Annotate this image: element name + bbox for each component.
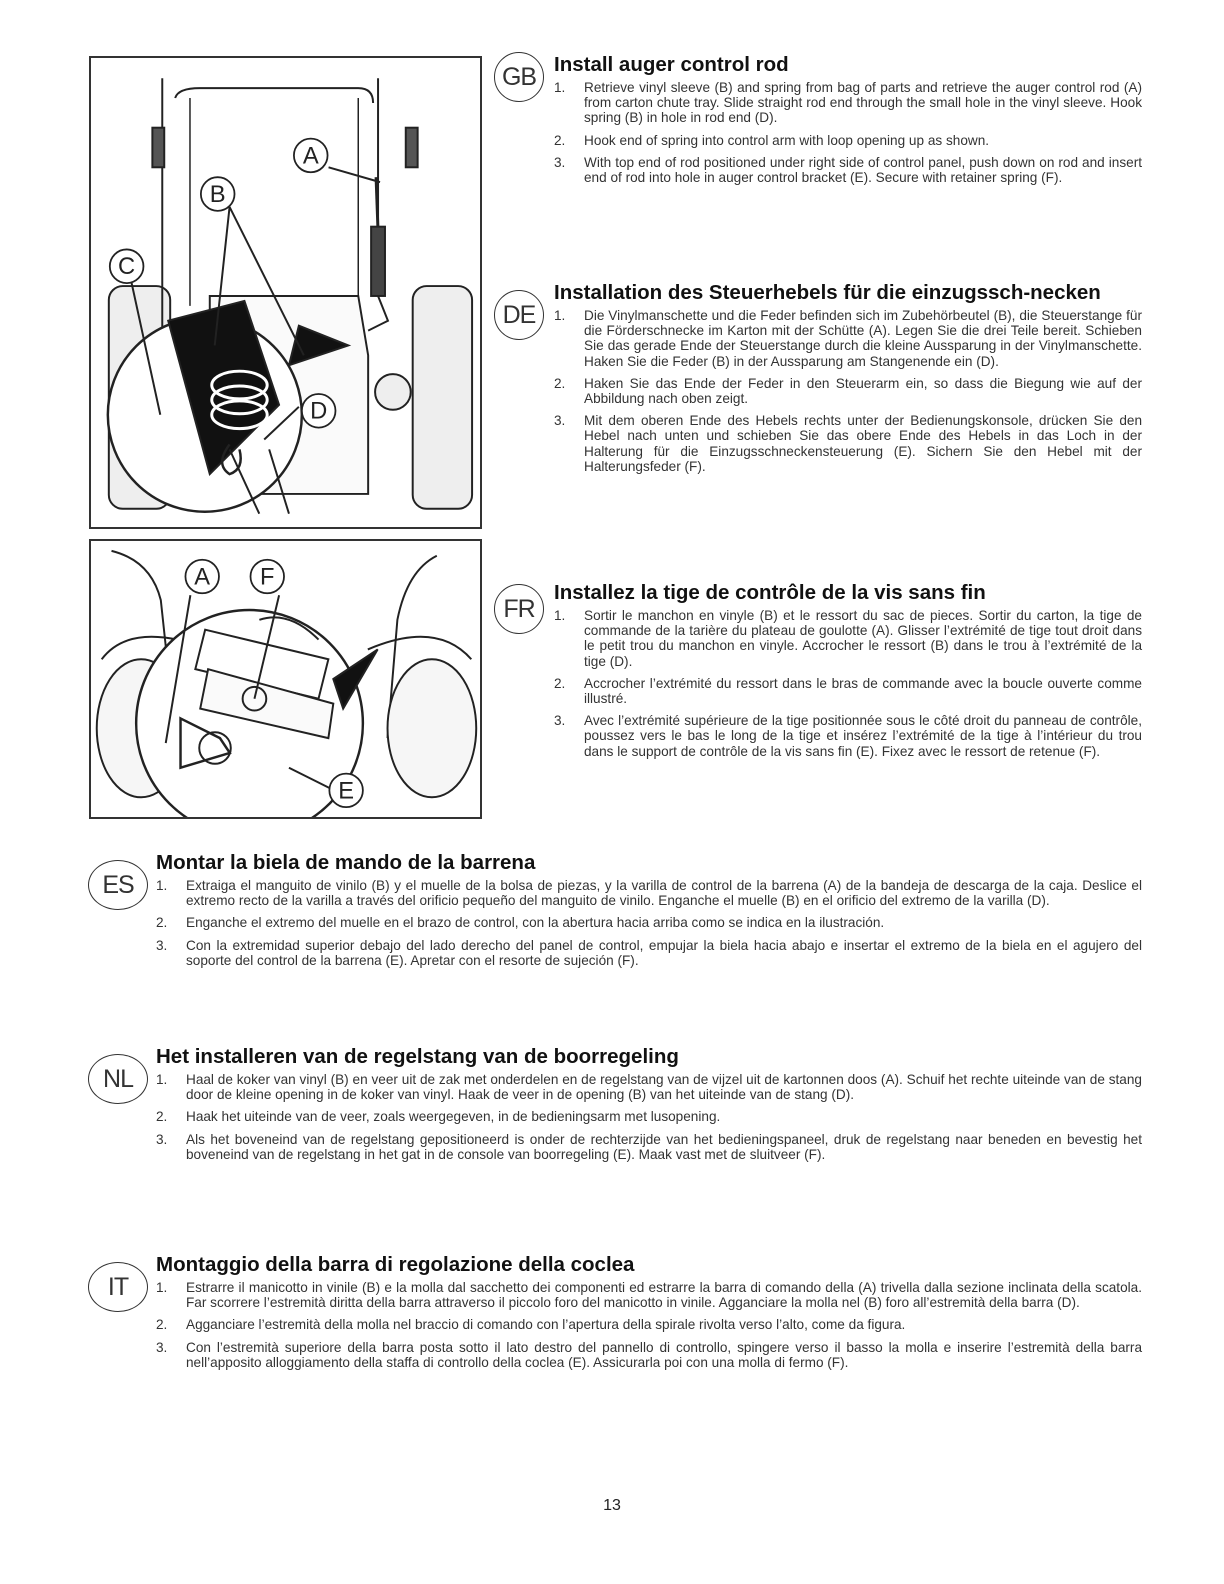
- step-item: 1. Extraiga el manguito de vinilo (B) y el muelle de la bolsa de piezas, y la varilla de control de la barrena (A) de la bandeja de descarga de la caja. Deslice el extremo recto de la varilla a través del orificio pequeño del manguito de vinilo. Enganche el muelle (B) en el orificio del extremo de la varilla (D).: [156, 878, 1142, 909]
- step-item: 1. Die Vinylmanschette und die Feder befinden sich im Zubehörbeutel (B), die Steuerstange für die Förderschnecke im Karton mit der Schütte (A). Legen Sie die drei Teile bereit. Schieben Sie das gerade Ende der Steuerstange durch die kleine Aussparung in der Vinylmanschette. Haken Sie die Feder (B) in der Aussparung am Stangenende ein (D).: [554, 308, 1142, 369]
- lang-badge-gb: GB: [494, 52, 544, 102]
- step-item: 2. Agganciare l’estremità della molla nel braccio di comando con l’apertura della spirale rivolta verso l’alto, come da figura.: [156, 1317, 906, 1333]
- step-item: 1. Haal de koker van vinyl (B) en veer uit de zak met onderdelen en de regelstang van de vijzel uit de kartonnen doos (A). Schuif het rechte uiteinde van de stang door de kleine opening in de koker van vinyl. Haak de veer in de opening (B) van het uiteinde van de stang (D).: [156, 1072, 1142, 1103]
- step-item: 2. Hook end of spring into control arm with loop opening up as shown.: [554, 132, 990, 148]
- lang-badge-de: DE: [494, 290, 544, 340]
- step-item: 2. Haken Sie das Ende der Feder in den Steuerarm ein, so dass die Biegung wie auf der Abbildung nach oben zeigt.: [554, 375, 1142, 407]
- section-title-gb: Install auger control rod: [554, 53, 789, 76]
- lang-badge-es: ES: [88, 860, 148, 910]
- section-nl: [156, 1046, 1142, 1169]
- step-item: 3. Avec l’extrémité supérieure de la tige positionnée sous le côté droit du panneau de contrôle, poussez vers le bas le long de la tige et insérez l’extrémité de la tige à l’intérieur du trou dans le support de contrôle de la vis sans fin (E). Fixez avec le ressort de retenue (F).: [554, 713, 1142, 759]
- callout-f: F: [260, 564, 275, 591]
- callout-e: E: [338, 778, 355, 805]
- steps-nl: [156, 1072, 1142, 1162]
- figure-auger-bracket: [89, 539, 482, 819]
- step-item: 3. With top end of rod positioned under right side of control panel, push down on rod and insert end of rod into hole in auger control bracket (E). Secure with retainer spring (F).: [554, 154, 1142, 186]
- callout-a2: A: [194, 564, 211, 591]
- page-number: 13: [603, 1497, 621, 1514]
- steps-es: [156, 878, 1142, 968]
- vinyl-sleeve: [371, 227, 385, 296]
- figure-handle-spring: [89, 56, 482, 529]
- step-item: 1. Retrieve vinyl sleeve (B) and spring from bag of parts and retrieve the auger control rod (A) from carton chute tray. Slide straight rod end through the small hole in the vinyl sleeve. Hook spring (B) in hole in rod end (D).: [554, 80, 1142, 126]
- step-item: 3. Als het boveneind van de regelstang gepositioneerd is onder de rechterzijde van het bedieningspaneel, druk de regelstang naar beneden en bevestig het boveneind van de regelstang in het gat in de console van boorregeling (E). Maak vast met de sluitveer (F).: [156, 1131, 1142, 1162]
- step-item: 2. Haak het uiteinde van de veer, zoals weergegeven, in de bedieningsarm met lusopening.: [156, 1109, 721, 1125]
- section-es: [156, 852, 1142, 975]
- section-title-de: Installation des Steuerhebels für die einzugssch-necken: [554, 281, 1101, 304]
- step-item: 2. Accrocher l’extrémité du ressort dans le bras de commande avec la boucle ouverte comme illustré.: [554, 675, 1142, 707]
- lang-badge-nl: NL: [88, 1054, 148, 1104]
- steps-gb: [554, 80, 1142, 185]
- step-item: 1. Sortir le manchon en vinyle (B) et le ressort du sac de pieces. Sortir du carton, la tige de commande de la tarière du plateau de goulotte (A). Glisser l’extrémité de tige tout droit dans le petit trou du manchon en vinyle. Accrocher le ressort (B) dans le trou à l’extrémité de la tige (D).: [554, 608, 1142, 669]
- step-item: 3. Con la extremidad superior debajo del lado derecho del panel de control, empujar la biela hacia abajo e insertar el extremo de la biela en el agujero del soporte del control de la barrena (E). Apretar con el resorte de sujeción (F).: [156, 937, 1142, 968]
- step-item: 3. Mit dem oberen Ende des Hebels rechts unter der Bedienungskonsole, drücken Sie den Hebel nach unten und schieben Sie das obere Ende des Hebels in das Loch in der Halterung für die Einzugsschneckensteuerung (E). Sichern Sie den Hebel mit der Halterungsfeder (F).: [554, 413, 1142, 474]
- section-fr: [554, 582, 1142, 766]
- lang-badge-fr: FR: [494, 584, 544, 634]
- section-title-fr: Installez la tige de contrôle de la vis sans fin: [554, 581, 986, 604]
- lang-badge-it: IT: [88, 1262, 148, 1312]
- right-tire: [413, 286, 472, 509]
- steps-fr: [554, 608, 1142, 759]
- handle-spring-illustration: [91, 58, 480, 527]
- callout-a: A: [302, 142, 319, 170]
- section-de: [554, 282, 1142, 481]
- callout-c: C: [118, 253, 136, 281]
- auger-bracket-illustration: [91, 541, 480, 817]
- callout-d: D: [310, 397, 328, 425]
- step-item: 1. Estrarre il manicotto in vinile (B) e la molla dal sacchetto dei componenti ed estrarre la barra di comando della (A) trivella dalla sezione inclinata della scatola. Far scorrere l’estremità diritta della barra attraverso il piccolo foro del manicotto in vinile. Agganciare la molla nel (B) foro all’estremità della barra (D).: [156, 1280, 1142, 1311]
- section-title-nl: Het installeren van de regelstang van de boorregeling: [156, 1045, 679, 1068]
- steps-it: [156, 1280, 1142, 1370]
- steps-de: [554, 308, 1142, 474]
- step-item: 3. Con l’estremità superiore della barra posta sotto il lato destro del pannello di controllo, spingere verso il basso la molla e inserire l’estremità della barra nell’apposito alloggiamento della staffa di controllo della coclea (E). Assicurarla poi con una molla di fermo (F).: [156, 1339, 1142, 1370]
- section-it: [156, 1254, 1142, 1377]
- section-gb: [554, 54, 1142, 192]
- section-title-es: Montar la biela de mando de la barrena: [156, 851, 536, 874]
- step-item: 2. Enganche el extremo del muelle en el brazo de control, con la abertura hacia arriba como se indica en la ilustración.: [156, 915, 885, 931]
- section-title-it: Montaggio della barra di regolazione della coclea: [156, 1253, 635, 1276]
- callout-b: B: [209, 180, 226, 208]
